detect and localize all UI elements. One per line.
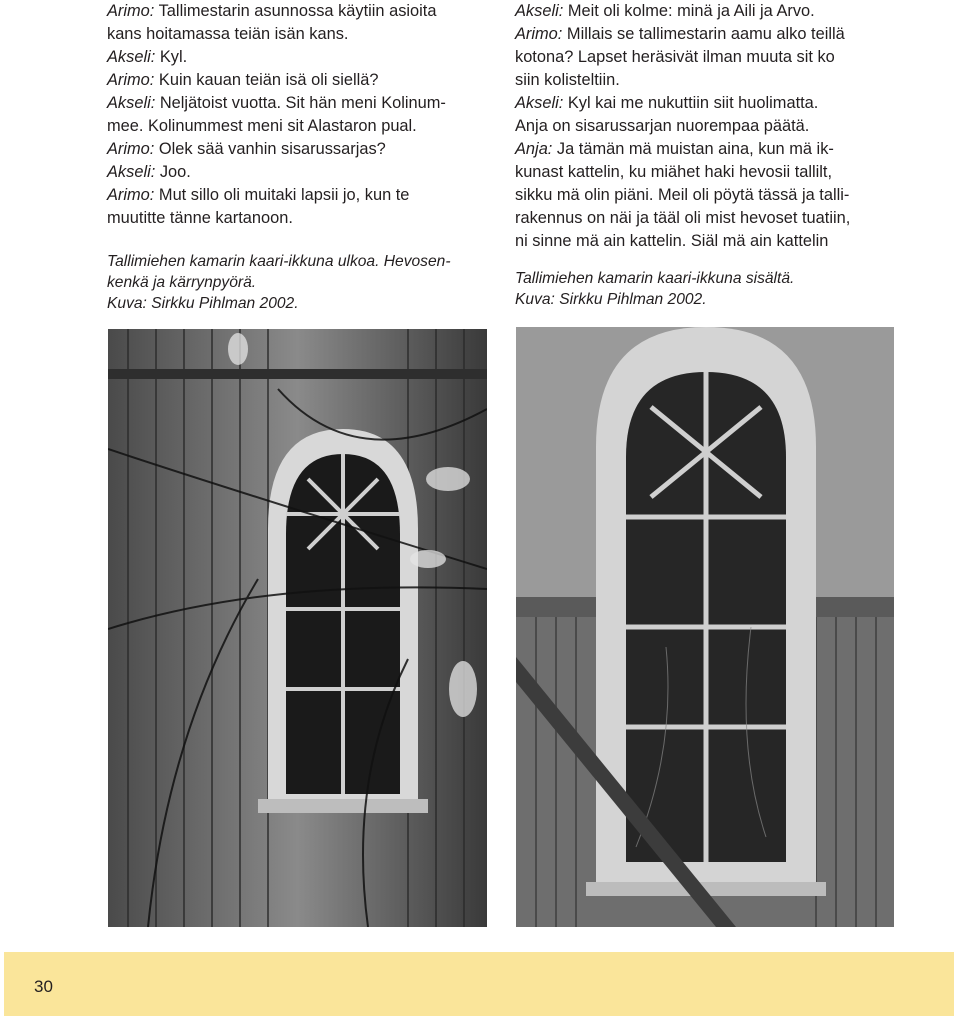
dialogue-text: Meit oli kolme: minä ja Aili ja Arvo. — [563, 2, 815, 20]
dialogue-line — [107, 23, 446, 46]
dialogue-text: siin kolisteltiin. — [515, 71, 620, 89]
dialogue-text: kotona? Lapset heräsivät ilman muuta sit ko — [515, 48, 835, 66]
dialogue-text: Ja tämän mä muistan aina, kun mä ik- — [552, 140, 834, 158]
dialogue-text: Tallimestarin asunnossa käytiin asioita — [154, 2, 437, 20]
dialogue-line — [515, 161, 850, 184]
dialogue-text: Olek sää vanhin sisarussarjas? — [154, 140, 386, 158]
dialogue-line — [107, 184, 446, 207]
dialogue-line — [515, 115, 850, 138]
caption-line: Kuva: Sirkku Pihlman 2002. — [515, 291, 707, 308]
caption-line: Tallimiehen kamarin kaari-ikkuna ulkoa. Hevosen- — [107, 253, 451, 270]
dialogue-line — [515, 184, 850, 207]
photo-exterior-window — [108, 329, 487, 927]
dialogue-text: muutitte tänne kartanoon. — [107, 209, 293, 227]
dialogue-line — [515, 69, 850, 92]
dialogue-line — [107, 207, 446, 230]
right-dialogue — [515, 0, 850, 253]
dialogue-line — [515, 0, 850, 23]
left-caption — [107, 251, 451, 314]
dialogue-line — [107, 46, 446, 69]
dialogue-text: rakennus on näi ja tääl oli mist hevoset tuatiin, — [515, 209, 851, 227]
dialogue-line — [107, 0, 446, 23]
dialogue-line — [515, 92, 850, 115]
dialogue-line — [515, 138, 850, 161]
dialogue-line — [107, 92, 446, 115]
dialogue-line — [515, 23, 850, 46]
dialogue-line — [515, 230, 850, 253]
caption-line: kenkä ja kärrynpyörä. — [107, 274, 257, 291]
speaker-name: Akseli: — [107, 163, 156, 181]
left-dialogue — [107, 0, 446, 230]
speaker-name: Arimo: — [107, 186, 155, 204]
dialogue-text: Mut sillo oli muitaki lapsii jo, kun te — [154, 186, 410, 204]
dialogue-line — [107, 161, 446, 184]
dialogue-text: ni sinne mä ain kattelin. Siäl mä ain kattelin — [515, 232, 829, 250]
interior-window-image — [516, 327, 894, 927]
dialogue-text: mee. Kolinummest meni sit Alastaron pual. — [107, 117, 417, 135]
dialogue-line — [515, 46, 850, 69]
speaker-name: Akseli: — [107, 48, 156, 66]
photo-interior-window — [516, 327, 894, 927]
speaker-name: Arimo: — [515, 25, 563, 43]
speaker-name: Arimo: — [107, 71, 155, 89]
dialogue-line — [107, 115, 446, 138]
dialogue-text: Millais se tallimestarin aamu alko teillä — [562, 25, 845, 43]
dialogue-text: Joo. — [155, 163, 191, 181]
dialogue-line — [107, 138, 446, 161]
dialogue-text: kunast kattelin, ku miähet haki hevosii tallilt, — [515, 163, 833, 181]
speaker-name: Akseli: — [107, 94, 156, 112]
exterior-window-image — [108, 329, 487, 927]
dialogue-text: Anja on sisarussarjan nuorempaa päätä. — [515, 117, 810, 135]
speaker-name: Arimo: — [107, 140, 155, 158]
footer-band — [4, 952, 954, 1016]
dialogue-line — [107, 69, 446, 92]
speaker-name: Akseli: — [515, 94, 564, 112]
dialogue-text: Kyl. — [155, 48, 188, 66]
dialogue-text: kans hoitamassa teiän isän kans. — [107, 25, 349, 43]
dialogue-line — [515, 207, 850, 230]
caption-line: Tallimiehen kamarin kaari-ikkuna sisältä. — [515, 270, 795, 287]
speaker-name: Akseli: — [515, 2, 564, 20]
caption-line: Kuva: Sirkku Pihlman 2002. — [107, 295, 299, 312]
speaker-name: Arimo: — [107, 2, 155, 20]
dialogue-text: sikku mä olin piäni. Meil oli pöytä tässä ja talli- — [515, 186, 850, 204]
dialogue-text: Kuin kauan teiän isä oli siellä? — [154, 71, 379, 89]
page-number: 30 — [34, 977, 53, 996]
right-caption — [515, 268, 794, 310]
dialogue-text: Neljätoist vuotta. Sit hän meni Kolinum- — [155, 94, 446, 112]
speaker-name: Anja: — [515, 140, 553, 158]
dialogue-text: Kyl kai me nukuttiin siit huolimatta. — [563, 94, 819, 112]
